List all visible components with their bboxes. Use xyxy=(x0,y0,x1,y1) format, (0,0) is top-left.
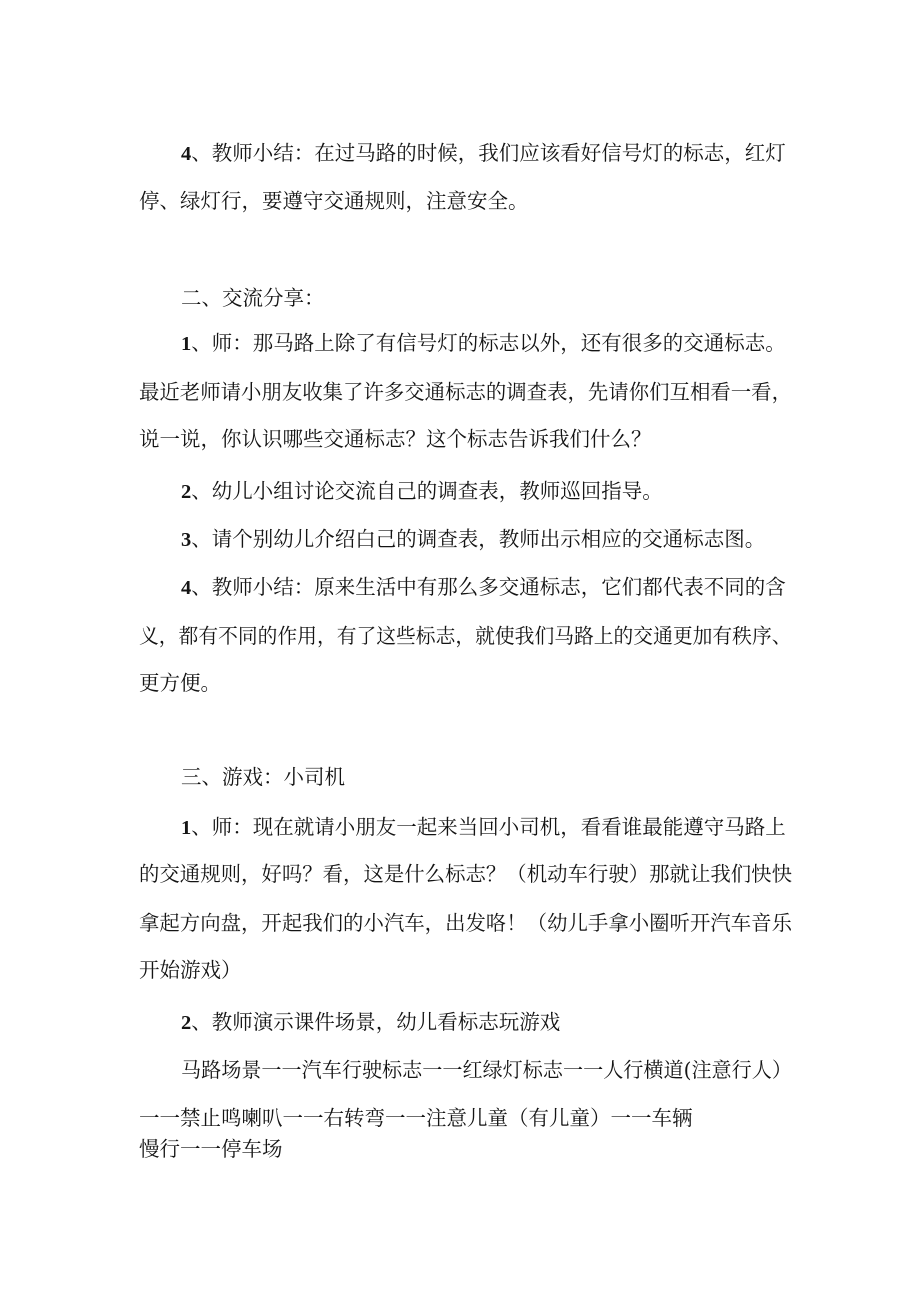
paragraph-line: 更方便。 xyxy=(139,671,221,695)
line-text: 、师：现在就请小朋友一起来当回小司机，看看谁最能遵守马路上 xyxy=(191,815,786,839)
paragraph-line: 义，都有不同的作用，有了这些标志，就使我们马路上的交通更加有秩序、 xyxy=(139,624,792,648)
paragraph-line xyxy=(181,141,786,166)
line-text: 、请个别幼儿介绍白己的调查表，教师出示相应的交通标志图。 xyxy=(191,527,766,551)
paragraph-line: 停、绿灯行，要遵守交通规则，注意安全。 xyxy=(139,189,529,213)
paragraph-line: 开始游戏） xyxy=(139,958,242,982)
line-text: 、师：那马路上除了有信号灯的标志以外，还有很多的交通标志。 xyxy=(191,331,786,355)
line-text: 、幼儿小组讨论交流自己的调查表，教师巡回指导。 xyxy=(191,479,663,503)
section-heading: 二、交流分享： xyxy=(181,286,325,310)
paragraph-line: 拿起方向盘，开起我们的小汽车，出发咯！（幼儿手拿小圈听开汽车音乐 xyxy=(139,911,792,935)
paragraph-line: 一一禁止鸣喇叭一一右转弯一一注意儿童（有儿童）一一车辆 xyxy=(139,1106,693,1130)
paragraph-line: 的交通规则，好吗？看，这是什么标志？（机动车行驶）那就让我们快快 xyxy=(139,862,792,886)
line-text: 、教师小结：原来生活中有那么多交通标志，它们都代表不同的含 xyxy=(191,575,786,599)
item-number: 2 xyxy=(181,1012,192,1034)
paragraph-line xyxy=(181,815,786,840)
item-number: 1 xyxy=(181,333,192,355)
item-number: 4 xyxy=(181,143,192,165)
paragraph-line: 马路场景一一汽车行驶标志一一红绿灯标志一一人行横道(注意行人） xyxy=(181,1058,792,1082)
item-number: 4 xyxy=(181,577,192,599)
line-text: 、教师小结：在过马路的时候，我们应该看好信号灯的标志，红灯 xyxy=(191,141,786,165)
paragraph-line xyxy=(181,527,765,552)
section-heading: 三、游戏：小司机 xyxy=(181,765,345,789)
paragraph-line: 说一说，你认识哪些交通标志？这个标志告诉我们什么？ xyxy=(139,427,652,451)
item-number: 2 xyxy=(181,481,192,503)
paragraph-line xyxy=(181,479,663,504)
item-number: 3 xyxy=(181,529,192,551)
item-number: 1 xyxy=(181,817,192,839)
paragraph-line: 最近老师请小朋友收集了许多交通标志的调查表，先请你们互相看一看， xyxy=(139,380,792,404)
paragraph-line: 慢行一一停车场 xyxy=(139,1137,283,1161)
paragraph-line xyxy=(181,575,786,600)
paragraph-line xyxy=(181,1010,560,1035)
paragraph-line xyxy=(181,331,786,356)
line-text: 、教师演示课件场景，幼儿看标志玩游戏 xyxy=(191,1010,561,1034)
